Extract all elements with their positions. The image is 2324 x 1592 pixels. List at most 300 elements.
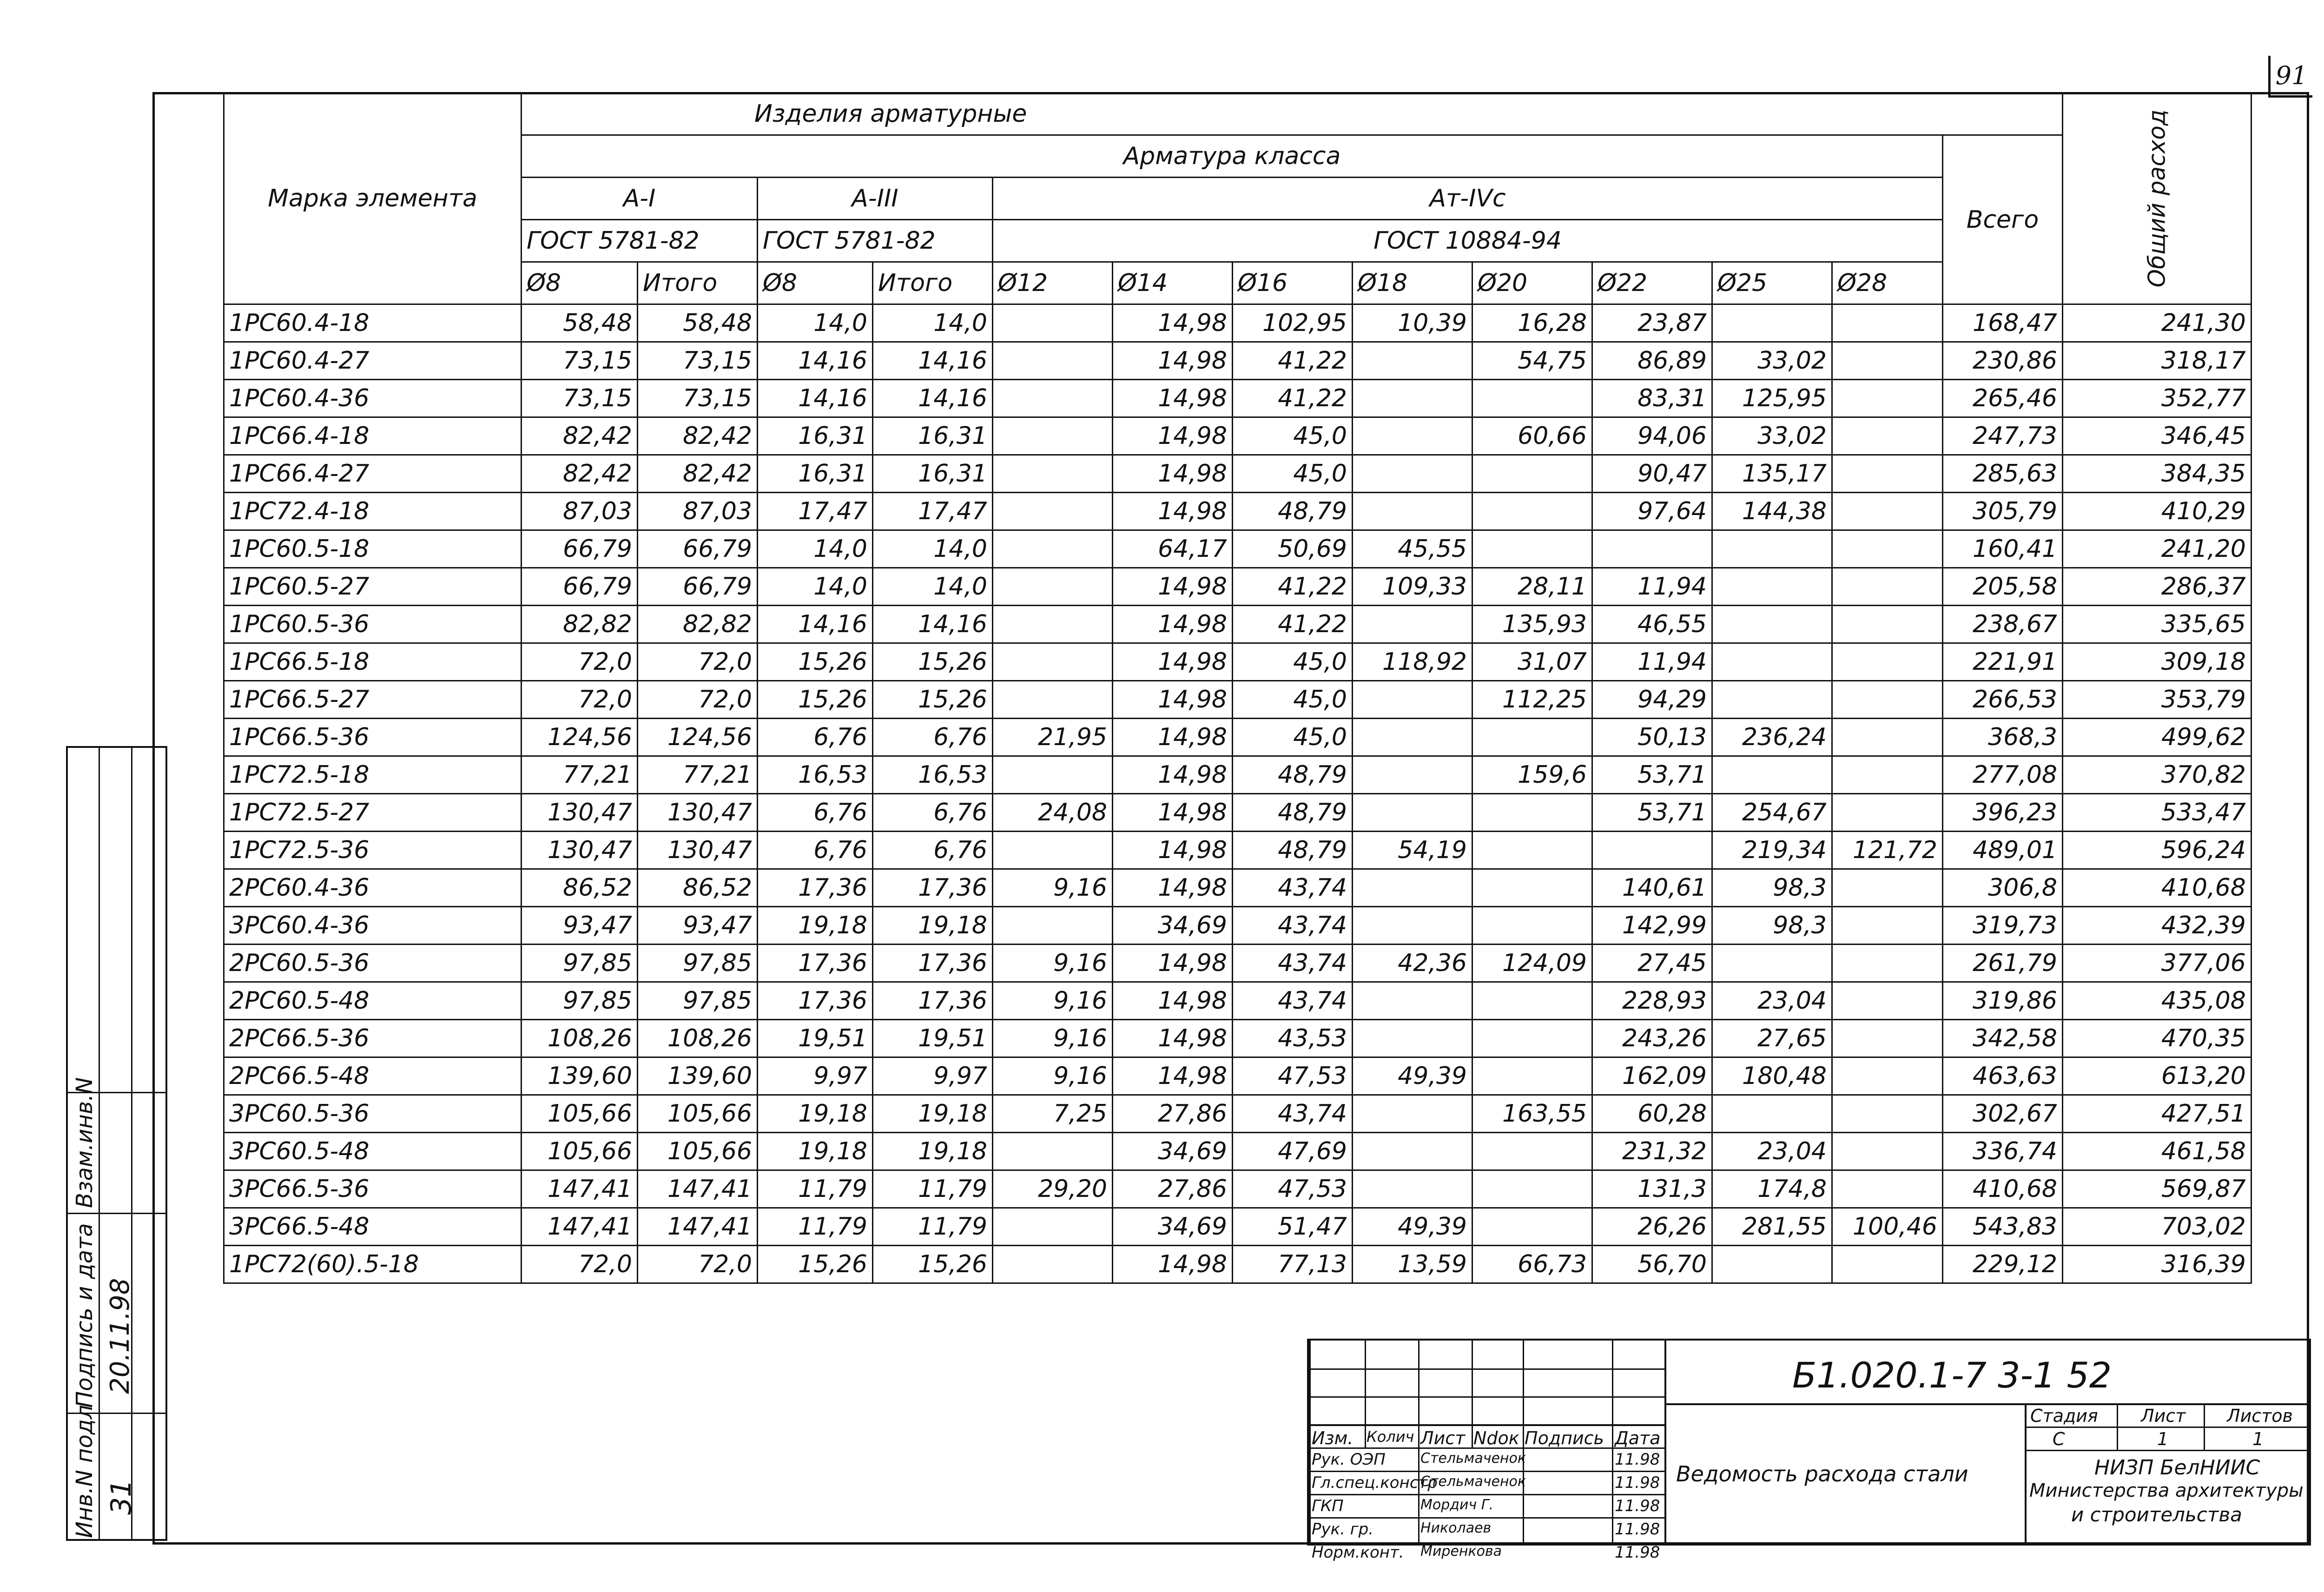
value-cell: 93,47 xyxy=(638,907,758,945)
tb-col-list: Лист xyxy=(1420,1428,1466,1448)
table-row xyxy=(224,832,2251,869)
value-cell xyxy=(993,304,1113,342)
value-cell: 219,34 xyxy=(1712,832,1832,869)
value-cell xyxy=(993,1246,1113,1283)
value-cell: 14,98 xyxy=(1113,380,1233,417)
value-cell: 15,26 xyxy=(758,681,873,719)
value-cell: 17,36 xyxy=(758,982,873,1020)
value-cell xyxy=(1832,568,1943,606)
tb-name: Миренкова xyxy=(1420,1543,1502,1559)
table-row xyxy=(224,1170,2251,1208)
value-cell: 66,79 xyxy=(522,530,638,568)
value-cell: 613,20 xyxy=(2063,1057,2251,1095)
value-cell: 97,85 xyxy=(638,982,758,1020)
element-mark-cell: 2РС66.5-48 xyxy=(224,1057,522,1095)
value-cell: 33,02 xyxy=(1712,417,1832,455)
value-cell xyxy=(1353,869,1472,907)
value-cell: 53,71 xyxy=(1592,756,1712,794)
value-cell xyxy=(993,493,1113,530)
value-cell: 49,39 xyxy=(1353,1057,1472,1095)
value-cell: 140,61 xyxy=(1592,869,1712,907)
value-cell: 118,92 xyxy=(1353,643,1472,681)
value-cell: 82,82 xyxy=(522,606,638,643)
value-cell xyxy=(993,681,1113,719)
value-cell xyxy=(1712,681,1832,719)
tb-role: ГКП xyxy=(1312,1497,1344,1515)
value-cell: 14,98 xyxy=(1113,1020,1233,1057)
element-mark-cell: 2РС60.5-48 xyxy=(224,982,522,1020)
value-cell: 435,08 xyxy=(2063,982,2251,1020)
value-cell xyxy=(1712,643,1832,681)
page-number: 91 xyxy=(2268,56,2312,98)
element-mark-cell: 1РС66.4-18 xyxy=(224,417,522,455)
value-cell: 6,76 xyxy=(873,832,993,869)
value-cell: 28,11 xyxy=(1472,568,1592,606)
value-cell xyxy=(993,1208,1113,1246)
subheader-cell: Ø28 xyxy=(1832,262,1943,304)
value-cell: 281,55 xyxy=(1712,1208,1832,1246)
value-cell: 72,0 xyxy=(522,643,638,681)
value-cell: 266,53 xyxy=(1943,681,2063,719)
value-cell: 14,98 xyxy=(1113,417,1233,455)
value-cell: 14,98 xyxy=(1113,794,1233,832)
value-cell: 14,98 xyxy=(1113,1246,1233,1283)
value-cell: 9,16 xyxy=(993,982,1113,1020)
value-cell: 11,94 xyxy=(1592,643,1712,681)
value-cell: 10,39 xyxy=(1353,304,1472,342)
value-cell: 73,15 xyxy=(522,342,638,380)
value-cell xyxy=(993,417,1113,455)
value-cell xyxy=(1712,1246,1832,1283)
value-cell: 14,0 xyxy=(758,304,873,342)
value-cell xyxy=(993,756,1113,794)
value-cell: 64,17 xyxy=(1113,530,1233,568)
tb-col-podpis: Подпись xyxy=(1525,1428,1604,1448)
sheets-label: Листов xyxy=(2227,1406,2293,1426)
value-cell xyxy=(1832,756,1943,794)
value-cell: 33,02 xyxy=(1712,342,1832,380)
value-cell: 17,36 xyxy=(758,945,873,982)
table-row xyxy=(224,945,2251,982)
value-cell: 14,98 xyxy=(1113,945,1233,982)
table-row xyxy=(224,455,2251,493)
value-cell: 147,41 xyxy=(638,1170,758,1208)
value-cell: 543,83 xyxy=(1943,1208,2063,1246)
element-mark-cell: 3РС60.5-48 xyxy=(224,1133,522,1170)
value-cell: 147,41 xyxy=(522,1208,638,1246)
element-mark-cell: 3РС60.5-36 xyxy=(224,1095,522,1133)
value-cell xyxy=(1832,606,1943,643)
value-cell: 48,79 xyxy=(1233,794,1353,832)
element-mark-cell: 1РС66.5-36 xyxy=(224,719,522,756)
tb-name: Стельмаченок xyxy=(1420,1473,1526,1490)
value-cell: 109,33 xyxy=(1353,568,1472,606)
value-cell: 82,82 xyxy=(638,606,758,643)
value-cell: 19,18 xyxy=(758,1133,873,1170)
left-margin-stamp xyxy=(66,746,167,1541)
value-cell xyxy=(1832,304,1943,342)
value-cell xyxy=(1832,719,1943,756)
value-cell: 17,47 xyxy=(758,493,873,530)
value-cell: 14,98 xyxy=(1113,869,1233,907)
value-cell: 285,63 xyxy=(1943,455,2063,493)
table-row xyxy=(224,1057,2251,1095)
value-cell xyxy=(1353,794,1472,832)
value-cell: 72,0 xyxy=(522,681,638,719)
value-cell: 73,15 xyxy=(638,380,758,417)
value-cell: 45,0 xyxy=(1233,719,1353,756)
subheader-cell: Ø12 xyxy=(993,262,1113,304)
value-cell: 16,31 xyxy=(758,417,873,455)
value-cell: 77,21 xyxy=(638,756,758,794)
tb-date: 11.98 xyxy=(1615,1543,1660,1562)
value-cell: 86,89 xyxy=(1592,342,1712,380)
value-cell: 87,03 xyxy=(638,493,758,530)
value-cell xyxy=(1712,1095,1832,1133)
value-cell: 463,63 xyxy=(1943,1057,2063,1095)
value-cell xyxy=(1472,794,1592,832)
value-cell: 352,77 xyxy=(2063,380,2251,417)
value-cell: 72,0 xyxy=(638,681,758,719)
value-cell: 533,47 xyxy=(2063,794,2251,832)
value-cell: 43,74 xyxy=(1233,982,1353,1020)
value-cell xyxy=(1353,342,1472,380)
value-cell xyxy=(1353,756,1472,794)
value-cell: 499,62 xyxy=(2063,719,2251,756)
value-cell: 17,36 xyxy=(758,869,873,907)
value-cell: 98,3 xyxy=(1712,869,1832,907)
value-cell: 82,42 xyxy=(638,455,758,493)
value-cell: 9,16 xyxy=(993,1057,1113,1095)
value-cell: 47,69 xyxy=(1233,1133,1353,1170)
value-cell: 14,98 xyxy=(1113,756,1233,794)
element-mark-cell: 1РС60.5-18 xyxy=(224,530,522,568)
value-cell: 14,0 xyxy=(873,530,993,568)
value-cell: 6,76 xyxy=(758,719,873,756)
value-cell xyxy=(1712,304,1832,342)
value-cell: 105,66 xyxy=(638,1133,758,1170)
value-cell: 163,55 xyxy=(1472,1095,1592,1133)
table-row xyxy=(224,568,2251,606)
value-cell: 100,46 xyxy=(1832,1208,1943,1246)
subheader-cell: Итого xyxy=(638,262,758,304)
value-cell: 124,56 xyxy=(638,719,758,756)
value-cell: 83,31 xyxy=(1592,380,1712,417)
value-cell xyxy=(993,455,1113,493)
table-row xyxy=(224,1095,2251,1133)
value-cell: 27,86 xyxy=(1113,1170,1233,1208)
value-cell: 14,98 xyxy=(1113,455,1233,493)
value-cell: 11,94 xyxy=(1592,568,1712,606)
value-cell: 60,28 xyxy=(1592,1095,1712,1133)
value-cell: 19,51 xyxy=(758,1020,873,1057)
value-cell: 105,66 xyxy=(522,1133,638,1170)
value-cell: 14,98 xyxy=(1113,342,1233,380)
value-cell: 82,42 xyxy=(522,417,638,455)
value-cell: 14,98 xyxy=(1113,643,1233,681)
value-cell: 16,31 xyxy=(873,417,993,455)
value-cell: 60,66 xyxy=(1472,417,1592,455)
value-cell xyxy=(1472,493,1592,530)
value-cell: 48,79 xyxy=(1233,756,1353,794)
title-block xyxy=(1307,1339,2311,1562)
value-cell xyxy=(1832,794,1943,832)
value-cell: 229,12 xyxy=(1943,1246,2063,1283)
value-cell: 43,74 xyxy=(1233,945,1353,982)
value-cell xyxy=(1832,417,1943,455)
subheader-cell: Ø20 xyxy=(1472,262,1592,304)
table-row xyxy=(224,794,2251,832)
value-cell: 50,69 xyxy=(1233,530,1353,568)
element-mark-cell: 1РС60.4-18 xyxy=(224,304,522,342)
value-cell: 6,76 xyxy=(873,794,993,832)
value-cell xyxy=(1832,380,1943,417)
value-cell: 19,18 xyxy=(873,907,993,945)
value-cell: 73,15 xyxy=(638,342,758,380)
subheader-cell: Ø18 xyxy=(1353,262,1472,304)
value-cell xyxy=(1472,530,1592,568)
value-cell: 19,18 xyxy=(758,907,873,945)
element-mark-cell: 1РС66.5-18 xyxy=(224,643,522,681)
value-cell: 17,36 xyxy=(873,982,993,1020)
value-cell: 41,22 xyxy=(1233,568,1353,606)
stamp-inv-orig-label: Инв.N подл xyxy=(72,1405,98,1538)
value-cell: 58,48 xyxy=(522,304,638,342)
value-cell xyxy=(1712,606,1832,643)
value-cell: 336,74 xyxy=(1943,1133,2063,1170)
value-cell: 17,47 xyxy=(873,493,993,530)
value-cell: 51,47 xyxy=(1233,1208,1353,1246)
value-cell xyxy=(993,606,1113,643)
tb-col-ndok: Ndoк xyxy=(1473,1428,1519,1448)
subheader-cell: Ø22 xyxy=(1592,262,1712,304)
value-cell: 261,79 xyxy=(1943,945,2063,982)
value-cell: 286,37 xyxy=(2063,568,2251,606)
value-cell xyxy=(1712,945,1832,982)
value-cell: 596,24 xyxy=(2063,832,2251,869)
table-row xyxy=(224,380,2251,417)
value-cell: 11,79 xyxy=(758,1170,873,1208)
value-cell: 139,60 xyxy=(638,1057,758,1095)
stamp-replace-inv-label: Взам.инв.N xyxy=(72,1077,98,1208)
value-cell: 470,35 xyxy=(2063,1020,2251,1057)
table-row xyxy=(224,869,2251,907)
value-cell: 14,16 xyxy=(873,606,993,643)
header-gost-a3: ГОСТ 5781-82 xyxy=(758,220,993,262)
value-cell: 86,52 xyxy=(638,869,758,907)
element-mark-cell: 1РС72(60).5-18 xyxy=(224,1246,522,1283)
value-cell xyxy=(1472,455,1592,493)
value-cell: 6,76 xyxy=(758,832,873,869)
table-row xyxy=(224,606,2251,643)
stage-value: С xyxy=(2053,1429,2065,1449)
value-cell: 174,8 xyxy=(1712,1170,1832,1208)
value-cell: 108,26 xyxy=(638,1020,758,1057)
header-at4: Ат-IVc xyxy=(993,178,1943,220)
value-cell xyxy=(1832,493,1943,530)
value-cell: 14,98 xyxy=(1113,304,1233,342)
value-cell: 27,65 xyxy=(1712,1020,1832,1057)
value-cell: 335,65 xyxy=(2063,606,2251,643)
stamp-sign-date-value: 20.11.98 xyxy=(105,1278,135,1394)
value-cell: 66,73 xyxy=(1472,1246,1592,1283)
value-cell: 15,26 xyxy=(873,1246,993,1283)
value-cell: 9,16 xyxy=(993,945,1113,982)
value-cell xyxy=(1353,1020,1472,1057)
value-cell: 66,79 xyxy=(638,568,758,606)
value-cell: 377,06 xyxy=(2063,945,2251,982)
value-cell: 147,41 xyxy=(522,1170,638,1208)
value-cell: 19,18 xyxy=(758,1095,873,1133)
value-cell: 427,51 xyxy=(2063,1095,2251,1133)
value-cell xyxy=(1353,380,1472,417)
value-cell xyxy=(1353,907,1472,945)
stamp-inv-orig-value: 31 xyxy=(105,1479,138,1515)
tb-date: 11.98 xyxy=(1615,1450,1660,1469)
value-cell: 139,60 xyxy=(522,1057,638,1095)
value-cell: 489,01 xyxy=(1943,832,2063,869)
sheet-value: 1 xyxy=(2157,1429,2169,1449)
value-cell: 27,45 xyxy=(1592,945,1712,982)
value-cell: 41,22 xyxy=(1233,342,1353,380)
tb-col-data: Дата xyxy=(1615,1428,1661,1448)
value-cell: 82,42 xyxy=(638,417,758,455)
element-mark-cell: 1РС60.5-27 xyxy=(224,568,522,606)
value-cell xyxy=(1832,530,1943,568)
value-cell: 16,31 xyxy=(873,455,993,493)
value-cell: 47,53 xyxy=(1233,1170,1353,1208)
value-cell: 48,79 xyxy=(1233,493,1353,530)
value-cell: 97,85 xyxy=(522,982,638,1020)
value-cell: 42,36 xyxy=(1353,945,1472,982)
tb-name: Мордич Г. xyxy=(1420,1497,1494,1513)
value-cell: 19,51 xyxy=(873,1020,993,1057)
value-cell: 112,25 xyxy=(1472,681,1592,719)
value-cell: 342,58 xyxy=(1943,1020,2063,1057)
tb-name: Стельмаченок xyxy=(1420,1450,1526,1466)
value-cell: 305,79 xyxy=(1943,493,2063,530)
value-cell: 21,95 xyxy=(993,719,1113,756)
value-cell: 9,97 xyxy=(758,1057,873,1095)
value-cell xyxy=(1353,982,1472,1020)
value-cell: 302,67 xyxy=(1943,1095,2063,1133)
value-cell: 159,6 xyxy=(1472,756,1592,794)
value-cell: 569,87 xyxy=(2063,1170,2251,1208)
header-overall: Общий расход xyxy=(2063,93,2251,304)
element-mark-cell: 1РС60.4-36 xyxy=(224,380,522,417)
value-cell: 410,68 xyxy=(2063,869,2251,907)
value-cell: 14,98 xyxy=(1113,982,1233,1020)
value-cell xyxy=(993,1133,1113,1170)
tb-role: Рук. гр. xyxy=(1312,1520,1374,1539)
value-cell: 130,47 xyxy=(522,832,638,869)
value-cell: 319,73 xyxy=(1943,907,2063,945)
value-cell: 346,45 xyxy=(2063,417,2251,455)
value-cell: 180,48 xyxy=(1712,1057,1832,1095)
table-row xyxy=(224,982,2251,1020)
value-cell xyxy=(1832,681,1943,719)
value-cell: 34,69 xyxy=(1113,907,1233,945)
value-cell: 130,47 xyxy=(638,832,758,869)
value-cell xyxy=(993,530,1113,568)
steel-consumption-table xyxy=(223,92,2252,1284)
element-mark-cell: 1РС72.4-18 xyxy=(224,493,522,530)
value-cell: 93,47 xyxy=(522,907,638,945)
value-cell: 16,53 xyxy=(873,756,993,794)
value-cell: 14,0 xyxy=(758,530,873,568)
value-cell xyxy=(1472,1170,1592,1208)
value-cell xyxy=(1472,869,1592,907)
value-cell: 54,19 xyxy=(1353,832,1472,869)
value-cell: 432,39 xyxy=(2063,907,2251,945)
value-cell: 368,3 xyxy=(1943,719,2063,756)
value-cell xyxy=(1353,1095,1472,1133)
value-cell: 105,66 xyxy=(638,1095,758,1133)
table-row xyxy=(224,1020,2251,1057)
value-cell: 241,30 xyxy=(2063,304,2251,342)
value-cell xyxy=(1832,643,1943,681)
value-cell: 97,85 xyxy=(522,945,638,982)
value-cell: 54,75 xyxy=(1472,342,1592,380)
value-cell: 34,69 xyxy=(1113,1208,1233,1246)
value-cell: 353,79 xyxy=(2063,681,2251,719)
value-cell: 58,48 xyxy=(638,304,758,342)
value-cell: 228,93 xyxy=(1592,982,1712,1020)
element-mark-cell: 1РС72.5-18 xyxy=(224,756,522,794)
element-mark-cell: 2РС60.4-36 xyxy=(224,869,522,907)
value-cell: 241,20 xyxy=(2063,530,2251,568)
value-cell: 56,70 xyxy=(1592,1246,1712,1283)
value-cell: 94,29 xyxy=(1592,681,1712,719)
value-cell: 318,17 xyxy=(2063,342,2251,380)
value-cell xyxy=(1832,1246,1943,1283)
value-cell xyxy=(1472,907,1592,945)
value-cell xyxy=(1832,1133,1943,1170)
value-cell: 66,79 xyxy=(522,568,638,606)
value-cell xyxy=(1472,1057,1592,1095)
value-cell: 97,85 xyxy=(638,945,758,982)
tb-date: 11.98 xyxy=(1615,1520,1660,1539)
value-cell: 72,0 xyxy=(638,1246,758,1283)
value-cell: 124,56 xyxy=(522,719,638,756)
table-row xyxy=(224,1133,2251,1170)
value-cell: 162,09 xyxy=(1592,1057,1712,1095)
table-row xyxy=(224,681,2251,719)
value-cell: 15,26 xyxy=(873,681,993,719)
value-cell: 50,13 xyxy=(1592,719,1712,756)
value-cell xyxy=(1353,606,1472,643)
value-cell: 98,3 xyxy=(1712,907,1832,945)
value-cell: 17,36 xyxy=(873,945,993,982)
value-cell: 319,86 xyxy=(1943,982,2063,1020)
value-cell: 254,67 xyxy=(1712,794,1832,832)
value-cell: 77,13 xyxy=(1233,1246,1353,1283)
value-cell xyxy=(1353,1170,1472,1208)
value-cell: 14,16 xyxy=(758,342,873,380)
value-cell: 125,95 xyxy=(1712,380,1832,417)
value-cell xyxy=(1353,455,1472,493)
sheet-label: Лист xyxy=(2141,1406,2186,1426)
value-cell: 15,26 xyxy=(758,1246,873,1283)
org-line-2: Министерства архитектуры xyxy=(2029,1480,2304,1501)
value-cell: 108,26 xyxy=(522,1020,638,1057)
value-cell: 41,22 xyxy=(1233,606,1353,643)
value-cell xyxy=(1832,1057,1943,1095)
value-cell xyxy=(993,907,1113,945)
value-cell: 29,20 xyxy=(993,1170,1113,1208)
value-cell xyxy=(1712,530,1832,568)
value-cell: 370,82 xyxy=(2063,756,2251,794)
